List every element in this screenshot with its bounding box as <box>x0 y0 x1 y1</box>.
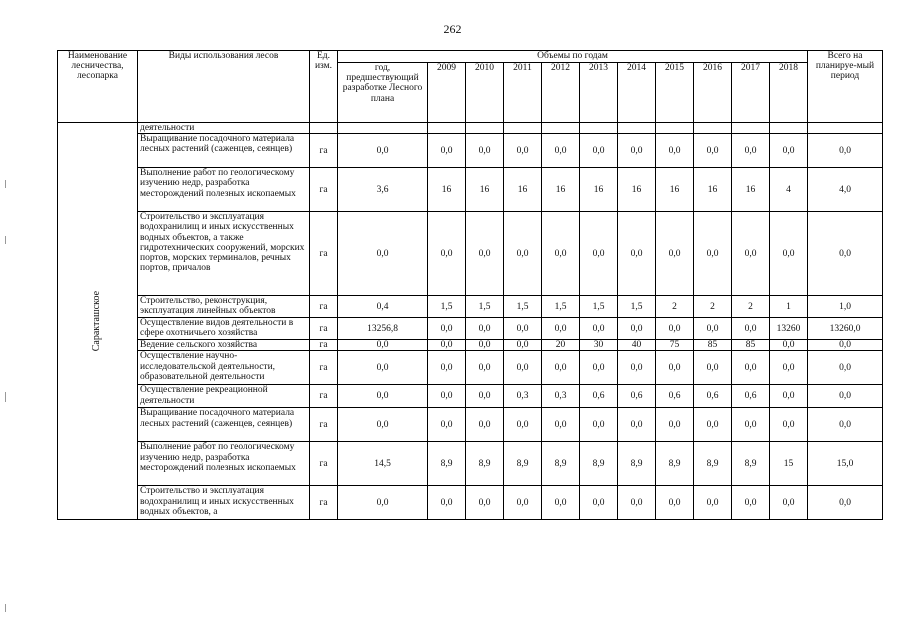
table-row <box>58 486 883 520</box>
year-value-cell: 0,0 <box>428 134 466 168</box>
prev-year-cell: 0,4 <box>338 296 428 318</box>
total-cell: 4,0 <box>808 168 883 212</box>
year-value-cell: 1,5 <box>428 296 466 318</box>
header-volumes: Объемы по годам <box>338 51 808 63</box>
year-value-cell: 0,0 <box>542 351 580 385</box>
total-cell: 0,0 <box>808 340 883 351</box>
year-value-cell: 0,0 <box>580 351 618 385</box>
year-value-cell: 16 <box>542 168 580 212</box>
header-year-2017: 2017 <box>732 63 770 123</box>
year-value-cell: 0,3 <box>504 385 542 408</box>
prev-year-cell: 14,5 <box>338 442 428 486</box>
unit-cell: га <box>310 385 338 408</box>
year-value-cell: 0,0 <box>580 486 618 520</box>
page-number: 262 <box>443 22 462 36</box>
use-cell: Осуществление видов деятельности в сфере охотничьего хозяйства <box>138 318 310 340</box>
year-value-cell: 1,5 <box>542 296 580 318</box>
year-value-cell: 0,0 <box>428 351 466 385</box>
table-row <box>58 168 883 212</box>
year-value-cell: 1,5 <box>618 296 656 318</box>
use-cell: Выращивание посадочного материала лесных растений (саженцев, сеянцев) <box>138 134 310 168</box>
year-value-cell: 16 <box>504 168 542 212</box>
year-value-cell: 16 <box>694 168 732 212</box>
continuation-cell: деятельности <box>138 123 310 134</box>
year-value-cell: 0,0 <box>656 318 694 340</box>
year-value-cell: 0,0 <box>504 408 542 442</box>
prev-year-cell: 13256,8 <box>338 318 428 340</box>
year-value-cell: 4 <box>770 168 808 212</box>
year-value-cell: 0,0 <box>428 408 466 442</box>
year-value-cell: 0,0 <box>580 408 618 442</box>
use-cell: Ведение сельского хозяйства <box>138 340 310 351</box>
year-value-cell: 0,0 <box>542 486 580 520</box>
unit-cell: га <box>310 442 338 486</box>
unit-cell: га <box>310 318 338 340</box>
year-value-cell: 0,6 <box>732 385 770 408</box>
header-year-2015: 2015 <box>656 63 694 123</box>
forestry-cell <box>58 123 138 520</box>
year-value-cell: 0,0 <box>656 486 694 520</box>
year-value-cell: 0,0 <box>428 212 466 296</box>
year-value-cell: 0,0 <box>466 212 504 296</box>
year-value-cell: 2 <box>732 296 770 318</box>
year-value-cell: 0,0 <box>618 408 656 442</box>
prev-year-cell: 0,0 <box>338 212 428 296</box>
year-value-cell: 0,0 <box>618 351 656 385</box>
use-cell: Выполнение работ по геологическому изучению недр, разработка месторождений полезных ископаемых <box>138 168 310 212</box>
year-value-cell: 0,0 <box>770 351 808 385</box>
header-year-2014: 2014 <box>618 63 656 123</box>
year-value-cell: 8,9 <box>656 442 694 486</box>
total-cell: 0,0 <box>808 134 883 168</box>
year-value-cell: 0,0 <box>504 351 542 385</box>
year-value-cell: 0,0 <box>732 318 770 340</box>
year-value-cell: 8,9 <box>732 442 770 486</box>
table-row <box>58 296 883 318</box>
year-value-cell: 0,0 <box>694 408 732 442</box>
year-value-cell: 20 <box>542 340 580 351</box>
year-value-cell: 0,0 <box>770 486 808 520</box>
unit-cell: га <box>310 212 338 296</box>
header-year-2013: 2013 <box>580 63 618 123</box>
forestry-name: Саракташское <box>91 291 103 352</box>
year-value-cell: 0,0 <box>580 134 618 168</box>
year-value-cell: 0,0 <box>428 340 466 351</box>
year-value-cell: 8,9 <box>618 442 656 486</box>
scan-edge-mark <box>5 180 6 188</box>
year-value-cell: 16 <box>466 168 504 212</box>
table-row <box>58 340 883 351</box>
total-cell: 0,0 <box>808 408 883 442</box>
header-year-2009: 2009 <box>428 63 466 123</box>
table-row <box>58 385 883 408</box>
year-value-cell: 40 <box>618 340 656 351</box>
use-cell: Осуществление рекреационной деятельности <box>138 385 310 408</box>
prev-year-cell: 0,0 <box>338 486 428 520</box>
year-value-cell: 16 <box>580 168 618 212</box>
year-value-cell: 0,0 <box>656 212 694 296</box>
year-value-cell: 1,5 <box>466 296 504 318</box>
year-value-cell: 2 <box>694 296 732 318</box>
year-value-cell: 0,0 <box>656 134 694 168</box>
header-total: Всего на планируе-мый период <box>808 51 883 123</box>
year-value-cell: 0,0 <box>732 486 770 520</box>
year-value-cell: 0,0 <box>542 318 580 340</box>
year-value-cell: 75 <box>656 340 694 351</box>
year-value-cell: 0,0 <box>732 351 770 385</box>
prev-year-cell: 0,0 <box>338 351 428 385</box>
use-cell: Строительство и эксплуатация водохранилищ и иных искусственных водных объектов, а <box>138 486 310 520</box>
year-value-cell: 0,0 <box>580 318 618 340</box>
year-value-cell: 0,0 <box>542 212 580 296</box>
table-row <box>58 318 883 340</box>
year-value-cell: 0,0 <box>618 318 656 340</box>
use-cell: Строительство, реконструкция, эксплуатация линейных объектов <box>138 296 310 318</box>
header-forestry: Наименование лесничества, лесопарка <box>58 51 138 123</box>
total-cell: 0,0 <box>808 486 883 520</box>
table-row <box>58 212 883 296</box>
year-value-cell: 0,6 <box>656 385 694 408</box>
header-year-2018: 2018 <box>770 63 808 123</box>
year-value-cell: 0,0 <box>466 486 504 520</box>
header-year-2016: 2016 <box>694 63 732 123</box>
year-value-cell: 16 <box>732 168 770 212</box>
year-value-cell: 1,5 <box>580 296 618 318</box>
year-value-cell: 0,0 <box>466 340 504 351</box>
table-row <box>58 351 883 385</box>
table-row <box>58 442 883 486</box>
year-value-cell: 0,0 <box>466 408 504 442</box>
year-value-cell: 13260 <box>770 318 808 340</box>
header-unit: Ед. изм. <box>310 51 338 123</box>
total-cell: 0,0 <box>808 385 883 408</box>
prev-year-cell: 0,0 <box>338 340 428 351</box>
year-value-cell: 0,0 <box>466 134 504 168</box>
year-value-cell: 16 <box>618 168 656 212</box>
year-value-cell: 0,0 <box>542 134 580 168</box>
year-value-cell: 2 <box>656 296 694 318</box>
year-value-cell: 0,0 <box>694 351 732 385</box>
unit-cell: га <box>310 340 338 351</box>
year-value-cell: 0,6 <box>694 385 732 408</box>
year-value-cell: 0,0 <box>428 385 466 408</box>
use-cell: Выполнение работ по геологическому изучению недр, разработка месторождений полезных ископаемых <box>138 442 310 486</box>
year-value-cell: 0,0 <box>466 351 504 385</box>
prev-year-cell: 3,6 <box>338 168 428 212</box>
table-row <box>58 134 883 168</box>
year-value-cell: 0,0 <box>542 408 580 442</box>
year-value-cell: 0,0 <box>732 212 770 296</box>
header-year-2012: 2012 <box>542 63 580 123</box>
year-value-cell: 16 <box>428 168 466 212</box>
year-value-cell: 0,0 <box>732 408 770 442</box>
year-value-cell: 0,0 <box>770 212 808 296</box>
year-value-cell: 0,0 <box>770 385 808 408</box>
year-value-cell: 1,5 <box>504 296 542 318</box>
year-value-cell: 0,0 <box>466 318 504 340</box>
year-value-cell: 0,0 <box>466 385 504 408</box>
header-use: Виды использования лесов <box>138 51 310 123</box>
year-value-cell: 0,0 <box>770 134 808 168</box>
unit-cell: га <box>310 408 338 442</box>
total-cell: 0,0 <box>808 212 883 296</box>
use-cell: Осуществление научно-исследовательской деятельности, образовательной деятельности <box>138 351 310 385</box>
header-year-2010: 2010 <box>466 63 504 123</box>
year-value-cell: 0,0 <box>694 134 732 168</box>
unit-cell: га <box>310 296 338 318</box>
year-value-cell: 8,9 <box>580 442 618 486</box>
year-value-cell: 0,3 <box>542 385 580 408</box>
year-value-cell: 0,0 <box>694 212 732 296</box>
year-value-cell: 0,0 <box>504 212 542 296</box>
year-value-cell: 8,9 <box>466 442 504 486</box>
year-value-cell: 0,0 <box>694 486 732 520</box>
year-value-cell: 0,6 <box>618 385 656 408</box>
header-prev-year: год, предшествующий разработке Лесного плана <box>338 63 428 123</box>
year-value-cell: 0,0 <box>618 486 656 520</box>
unit-cell: га <box>310 351 338 385</box>
header-year-2011: 2011 <box>504 63 542 123</box>
prev-year-cell: 0,0 <box>338 408 428 442</box>
year-value-cell: 0,0 <box>656 408 694 442</box>
year-value-cell: 0,0 <box>770 408 808 442</box>
year-value-cell: 1 <box>770 296 808 318</box>
year-value-cell: 8,9 <box>542 442 580 486</box>
use-cell: Строительство и эксплуатация водохранилищ и иных искусственных водных объектов, а также гидротехнических сооружений, морских портов, морских терминалов, речных портов, причалов <box>138 212 310 296</box>
year-value-cell: 30 <box>580 340 618 351</box>
year-value-cell: 0,0 <box>504 340 542 351</box>
year-value-cell: 0,0 <box>618 212 656 296</box>
year-value-cell: 0,0 <box>770 340 808 351</box>
prev-year-cell: 0,0 <box>338 385 428 408</box>
year-value-cell: 85 <box>694 340 732 351</box>
year-value-cell: 0,0 <box>504 486 542 520</box>
year-value-cell: 8,9 <box>504 442 542 486</box>
unit-cell: га <box>310 486 338 520</box>
scan-edge-mark <box>5 604 6 612</box>
total-cell: 0,0 <box>808 351 883 385</box>
year-value-cell: 0,0 <box>732 134 770 168</box>
total-cell: 13260,0 <box>808 318 883 340</box>
scan-edge-mark <box>5 392 6 402</box>
year-value-cell: 16 <box>656 168 694 212</box>
year-value-cell: 0,0 <box>428 486 466 520</box>
year-value-cell: 0,0 <box>580 212 618 296</box>
prev-year-cell: 0,0 <box>338 134 428 168</box>
year-value-cell: 0,0 <box>504 318 542 340</box>
year-value-cell: 0,0 <box>428 318 466 340</box>
table-row <box>58 408 883 442</box>
total-cell: 1,0 <box>808 296 883 318</box>
year-value-cell: 0,0 <box>694 318 732 340</box>
year-value-cell: 0,0 <box>656 351 694 385</box>
year-value-cell: 0,6 <box>580 385 618 408</box>
forest-use-table <box>57 50 883 520</box>
use-cell: Выращивание посадочного материала лесных растений (саженцев, сеянцев) <box>138 408 310 442</box>
year-value-cell: 8,9 <box>694 442 732 486</box>
scan-edge-mark <box>5 236 6 244</box>
year-value-cell: 8,9 <box>428 442 466 486</box>
year-value-cell: 0,0 <box>504 134 542 168</box>
year-value-cell: 15 <box>770 442 808 486</box>
year-value-cell: 0,0 <box>618 134 656 168</box>
year-value-cell: 85 <box>732 340 770 351</box>
total-cell: 15,0 <box>808 442 883 486</box>
unit-cell: га <box>310 168 338 212</box>
unit-cell: га <box>310 134 338 168</box>
